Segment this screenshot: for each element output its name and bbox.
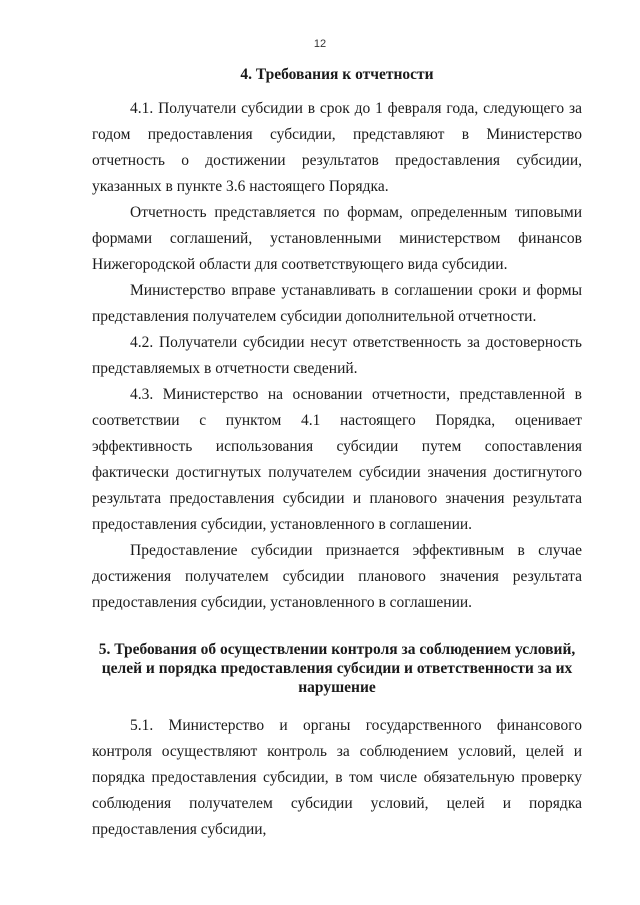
page-number: 12 — [313, 38, 327, 50]
paragraph-4-3: 4.3. Министерство на основании отчетности, представленной в соответствии с пунктом 4.1 настоящего Порядка, оценивает эффективность использования субсидии путем сопоставления фактически достигнутых получателем субсидии значения достигнутого результата предоставления субсидии и планового значения результата предоставления субсидии, установленного в соглашении. — [92, 386, 582, 533]
paragraph-4-1-forms: Отчетность представляется по формам, определенным типовыми формами соглашений, установленными министерством финансов Нижегородской области для соответствующего вида субсидии. — [92, 204, 582, 273]
paragraph-4-1: 4.1. Получатели субсидии в срок до 1 февраля года, следующего за годом предоставления субсидии, представляют в Министерство отчетность о достижении результатов предоставления субсидии, указанных в пункте 3.6 настоящего Порядка. — [92, 100, 582, 195]
section-4-body — [92, 96, 582, 616]
paragraph-5-1: 5.1. Министерство и органы государственного финансового контроля осуществляют контроль за соблюдением условий, целей и порядка предоставления субсидии, в том числе обязательную проверку соблюдения получателем субсидии условий, целей и порядка предоставления субсидии, — [92, 717, 582, 838]
section-4-title: 4. Требования к отчетности — [240, 66, 434, 83]
paragraph-4-1-additional: Министерство вправе устанавливать в соглашении сроки и формы представления получателем субсидии дополнительной отчетности. — [92, 282, 582, 325]
section-5-title: 5. Требования об осуществлении контроля за соблюдением условий, целей и порядка предоставления субсидии и ответственности за их нарушение — [98, 641, 576, 696]
paragraph-4-2: 4.2. Получатели субсидии несут ответственность за достоверность представляемых в отчетности сведений. — [92, 334, 582, 377]
paragraph-4-3-effective: Предоставление субсидии признается эффективным в случае достижения получателем субсидии планового значения результата предоставления субсидии, установленного в соглашении. — [92, 542, 582, 611]
section-5-body — [92, 713, 582, 843]
